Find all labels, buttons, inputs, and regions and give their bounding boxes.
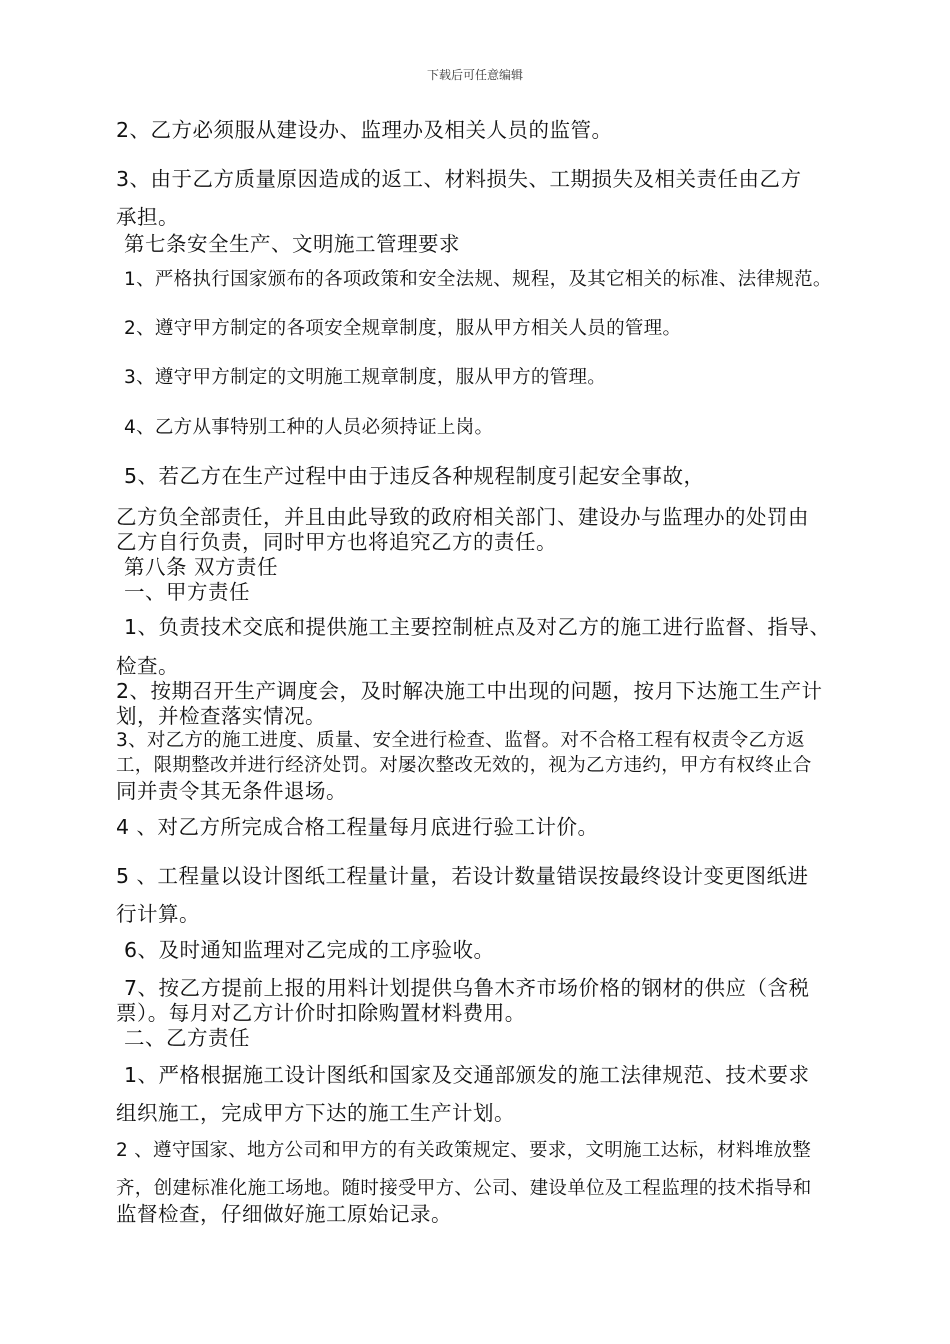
text-line: 2、按期召开生产调度会，及时解决施工中出现的问题，按月下达施工生产计 (116, 679, 823, 703)
text-line: 2、遵守甲方制定的各项安全规章制度，服从甲方相关人员的管理。 (124, 318, 682, 339)
text-line: 5、若乙方在生产过程中由于违反各种规程制度引起安全事故， (124, 464, 705, 488)
text-line: 1、严格根据施工设计图纸和国家及交通部颁发的施工法律规范、技术要求 (124, 1063, 810, 1087)
subsection-heading: 二、乙方责任 (124, 1026, 250, 1050)
text-line: 7、按乙方提前上报的用料计划提供乌鲁木齐市场价格的钢材的供应（含税 (124, 976, 810, 1000)
section-heading: 第八条 双方责任 (124, 555, 279, 579)
text-line: 承担。 (116, 205, 179, 229)
text-line: 监督检查，仔细做好施工原始记录。 (116, 1202, 452, 1226)
text-line: 乙方自行负责，同时甲方也将追究乙方的责任。 (116, 530, 557, 554)
page-header: 下载后可任意编辑 (426, 68, 523, 82)
text-line: 1、严格执行国家颁布的各项政策和安全法规、规程，及其它相关的标准、法律规范。 (124, 269, 832, 290)
text-line: 4 、对乙方所完成合格工程量每月底进行验工计价。 (116, 815, 599, 839)
text-line: 票）。每月对乙方计价时扣除购置材料费用。 (116, 1001, 526, 1025)
text-line: 6、及时通知监理对乙完成的工序验收。 (124, 938, 495, 962)
text-line: 2、乙方必须服从建设办、监理办及相关人员的监管。 (116, 118, 613, 142)
text-line: 工，限期整改并进行经济处罚。对屡次整改无效的，视为乙方违约，甲方有权终止合 (116, 755, 812, 776)
text-line: 齐，创建标准化施工场地。随时接受甲方、公司、建设单位及工程监理的技术指导和 (116, 1178, 812, 1199)
text-line: 3、对乙方的施工进度、质量、安全进行检查、监督。对不合格工程有权责令乙方返 (116, 730, 805, 751)
text-line: 同并责令其无条件退场。 (116, 779, 347, 803)
text-line: 组织施工，完成甲方下达的施工生产计划。 (116, 1101, 515, 1125)
text-line: 3、遵守甲方制定的文明施工规章制度，服从甲方的管理。 (124, 367, 607, 388)
text-line: 划，并检查落实情况。 (116, 704, 326, 728)
text-line: 2 、遵守国家、地方公司和甲方的有关政策规定、要求，文明施工达标，材料堆放整 (116, 1140, 812, 1161)
text-line: 检查。 (116, 654, 179, 678)
text-line: 5 、工程量以设计图纸工程量计量，若设计数量错误按最终设计变更图纸进 (116, 864, 809, 888)
text-line: 乙方负全部责任，并且由此导致的政府相关部门、建设办与监理办的处罚由 (116, 505, 809, 529)
text-line: 4、乙方从事特别工种的人员必须持证上岗。 (124, 417, 494, 438)
subsection-heading: 一、甲方责任 (124, 580, 250, 604)
text-line: 3、由于乙方质量原因造成的返工、材料损失、工期损失及相关责任由乙方 (116, 167, 802, 191)
section-heading: 第七条安全生产、文明施工管理要求 (124, 232, 460, 256)
text-line: 行计算。 (116, 902, 200, 926)
text-line: 1、负责技术交底和提供施工主要控制桩点及对乙方的施工进行监督、指导、 (124, 615, 831, 639)
